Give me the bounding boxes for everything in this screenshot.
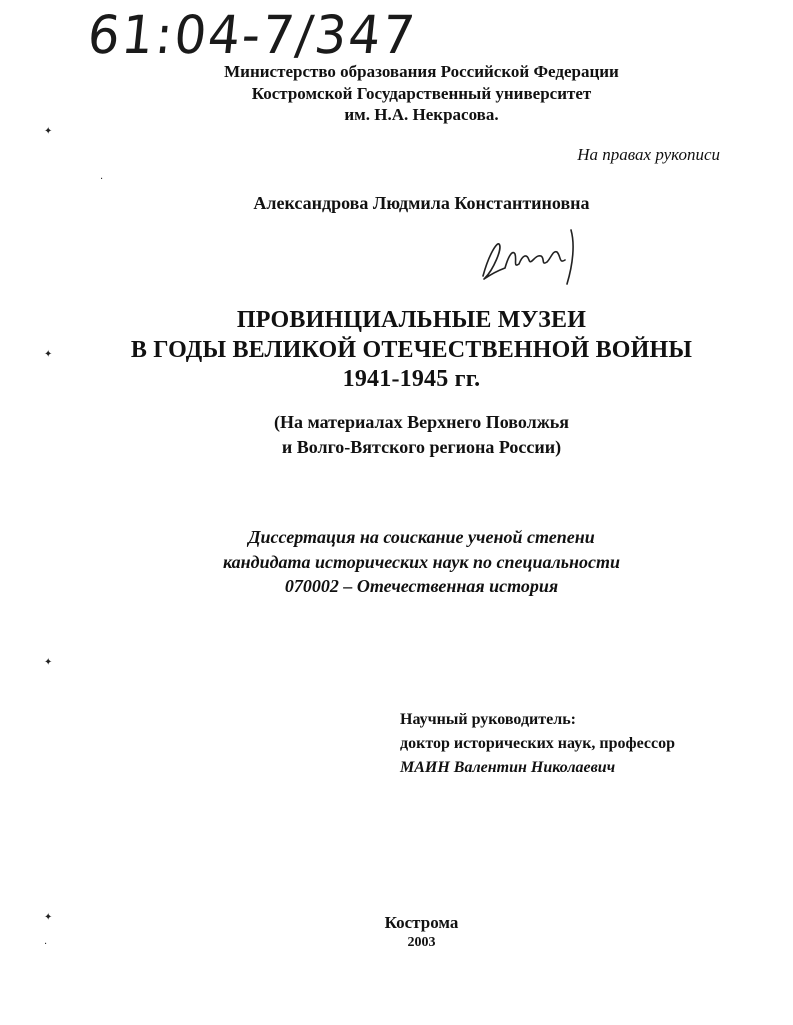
- scan-mark-icon: ✦: [44, 912, 53, 923]
- scan-mark-icon: ✦: [44, 349, 53, 360]
- subtitle-line-1: (На материалах Верхнего Поволжья: [273, 412, 570, 432]
- archive-code-handwritten: 61:04-7/347: [84, 4, 420, 66]
- subtitle-line-2: и Волго-Вятского региона России): [281, 437, 562, 457]
- city: Кострома: [384, 913, 459, 932]
- dissertation-line-1: Диссертация на соискание ученой степени: [248, 527, 595, 547]
- scan-mark-icon: ·: [44, 939, 48, 950]
- advisor-name: МАИН Валентин Николаевич: [400, 759, 616, 776]
- university-line: Костромской Государственный университет: [251, 84, 592, 103]
- title-line-1: ПРОВИНЦИАЛЬНЫЕ МУЗЕИ: [236, 307, 587, 333]
- rights-note: На правах рукописи: [577, 145, 720, 164]
- signature-image: [475, 224, 595, 288]
- advisor-block: [400, 708, 675, 780]
- author-name: Александрова Людмила Константиновна: [253, 193, 590, 213]
- dissertation-line-3: 070002 – Отечественная история: [284, 576, 559, 596]
- scan-speck-icon: ·: [100, 174, 104, 185]
- advisor-label: Научный руководитель:: [400, 711, 576, 728]
- dissertation-line-2: кандидата исторических наук по специальности: [223, 552, 620, 572]
- advisor-degree: доктор исторических наук, профессор: [400, 735, 676, 752]
- year: 2003: [407, 935, 436, 950]
- scan-mark-icon: ✦: [44, 657, 53, 668]
- named-after-line: им. Н.А. Некрасова.: [344, 105, 499, 124]
- title-line-2: В ГОДЫ ВЕЛИКОЙ ОТЕЧЕСТВЕННОЙ ВОЙНЫ: [130, 337, 693, 363]
- title-line-3: 1941-1945 гг.: [342, 366, 481, 392]
- ministry-line: Министерство образования Российской Федерации: [224, 62, 619, 81]
- scan-mark-icon: ✦: [44, 126, 53, 137]
